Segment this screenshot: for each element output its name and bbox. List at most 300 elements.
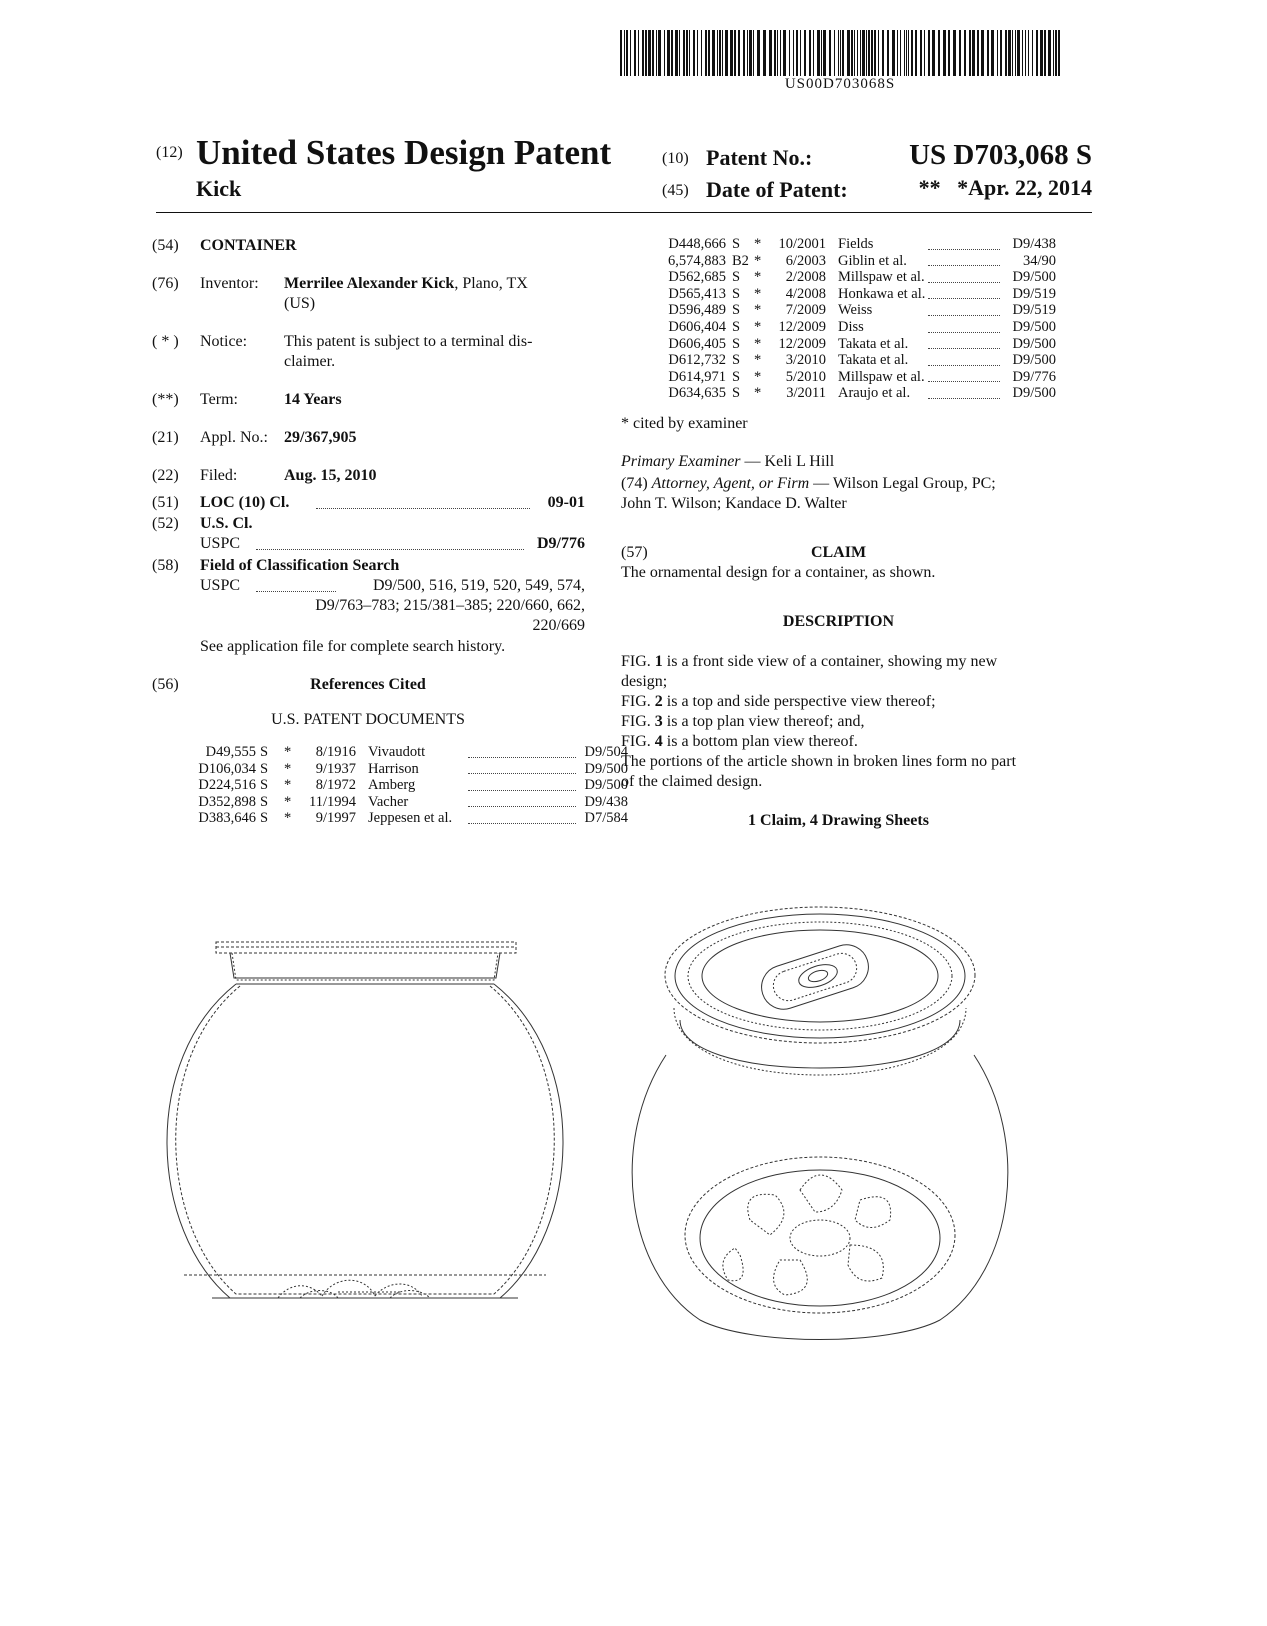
barcode-bar bbox=[887, 30, 889, 76]
filed-label: Filed: bbox=[200, 467, 238, 484]
notice-label: Notice: bbox=[200, 333, 248, 350]
reference-cls: D9/500 bbox=[1012, 319, 1056, 335]
reference-row bbox=[192, 777, 628, 794]
leader-dots bbox=[928, 398, 1000, 399]
barcode-bar bbox=[874, 30, 876, 76]
leader-dots bbox=[468, 757, 576, 758]
barcode-bar bbox=[981, 30, 984, 76]
barcode-bar bbox=[780, 30, 781, 76]
barcode-bar bbox=[1058, 30, 1060, 76]
date-of-patent: ** *Apr. 22, 2014 bbox=[918, 175, 1092, 200]
leader-dots bbox=[468, 773, 576, 774]
field-76-code: (76) bbox=[152, 275, 179, 292]
barcode-bar bbox=[658, 30, 661, 76]
reference-date: 8/1916 bbox=[315, 744, 356, 760]
search-line-2: D9/763–783; 215/381–385; 220/660, 662, bbox=[315, 597, 585, 614]
reference-num: D448,666 bbox=[668, 236, 726, 252]
reference-row bbox=[620, 302, 1056, 319]
examiner-separator: — bbox=[740, 453, 765, 470]
reference-num: D614,971 bbox=[668, 368, 726, 385]
barcode-bar bbox=[842, 30, 844, 76]
notice-code: ( * ) bbox=[152, 333, 179, 350]
header-rule bbox=[156, 212, 1092, 213]
barcode-bar bbox=[804, 30, 806, 76]
reference-row bbox=[620, 369, 1056, 386]
barcode-bar bbox=[972, 30, 975, 76]
description-line bbox=[621, 772, 762, 792]
reference-cls: D9/500 bbox=[1012, 269, 1056, 286]
reference-name: Honkawa et al. bbox=[838, 285, 926, 302]
barcode-bar bbox=[796, 30, 798, 76]
description-text: design; bbox=[621, 673, 668, 690]
barcode-bar bbox=[1032, 30, 1033, 76]
reference-date: 4/2008 bbox=[785, 285, 826, 302]
barcode-bar bbox=[928, 30, 930, 76]
description-text: is a front side view of a container, showing my new bbox=[662, 653, 998, 670]
reference-row bbox=[620, 286, 1056, 303]
reference-row bbox=[620, 236, 1056, 253]
reference-num: D49,555 bbox=[205, 744, 256, 760]
barcode-bar bbox=[712, 30, 715, 76]
inventor-surname: Kick bbox=[196, 176, 242, 201]
attorney-separator: — bbox=[809, 475, 833, 492]
examiner-name: Keli L Hill bbox=[764, 453, 835, 470]
barcode-bar bbox=[730, 30, 733, 76]
barcode-bar bbox=[920, 30, 922, 76]
field-of-search-label: Field of Classification Search bbox=[200, 557, 400, 574]
leader-dots bbox=[928, 332, 1000, 333]
reference-kind: S bbox=[260, 760, 269, 777]
barcode-bar bbox=[774, 30, 776, 76]
claim-text: The ornamental design for a container, as shown. bbox=[621, 564, 936, 581]
reference-name: Vivaudott bbox=[368, 744, 426, 760]
reference-cls: D9/776 bbox=[1012, 368, 1056, 385]
barcode-bar bbox=[969, 30, 971, 76]
field-52-code: (52) bbox=[152, 515, 179, 532]
notice-line-1: This patent is subject to a terminal dis- bbox=[284, 333, 533, 350]
search-history-note: See application file for complete search history. bbox=[200, 638, 506, 655]
barcode-bar bbox=[860, 30, 861, 76]
search-uspc-label: USPC bbox=[200, 577, 241, 594]
figure-2-perspective-view bbox=[620, 900, 1020, 1350]
reference-star: * bbox=[754, 252, 762, 269]
barcode-bar bbox=[1048, 30, 1051, 76]
figure-number: 4 bbox=[654, 733, 663, 750]
reference-row bbox=[620, 352, 1056, 369]
reference-star: * bbox=[284, 760, 292, 777]
barcode-bar bbox=[866, 30, 867, 76]
reference-star: * bbox=[754, 302, 762, 319]
barcode-bar bbox=[977, 30, 979, 76]
barcode-bar bbox=[620, 30, 622, 76]
barcode-bar bbox=[734, 30, 736, 76]
inventor-country: (US) bbox=[284, 295, 316, 312]
barcode-bar bbox=[642, 30, 644, 76]
references-cited-heading: References Cited bbox=[310, 676, 426, 693]
barcode-bar bbox=[953, 30, 956, 76]
reference-date: 12/2009 bbox=[778, 319, 826, 335]
reference-cls: D9/438 bbox=[1012, 236, 1056, 252]
barcode-bar bbox=[757, 30, 760, 76]
barcode-bar bbox=[1005, 30, 1007, 76]
leader-dots bbox=[256, 591, 336, 592]
barcode-bar bbox=[847, 30, 850, 76]
title-container: CONTAINER bbox=[200, 237, 297, 254]
figure-1-front-view bbox=[160, 930, 570, 1320]
reference-date: 11/1994 bbox=[309, 793, 356, 810]
appl-no-label: Appl. No.: bbox=[200, 429, 268, 446]
barcode-bar bbox=[800, 30, 801, 76]
barcode-bar bbox=[1025, 30, 1026, 76]
description-line bbox=[621, 752, 1016, 772]
barcode-bar bbox=[719, 30, 721, 76]
barcode-bar bbox=[789, 30, 790, 76]
reference-star: * bbox=[284, 777, 292, 794]
barcode-bar bbox=[817, 30, 820, 76]
reference-date: 10/2001 bbox=[778, 236, 826, 252]
field-51-code: (51) bbox=[152, 494, 179, 511]
barcode-bar bbox=[749, 30, 752, 76]
reference-num: D606,404 bbox=[668, 319, 726, 335]
reference-star: * bbox=[754, 335, 762, 352]
barcode-bar bbox=[1022, 30, 1023, 76]
reference-num: D612,732 bbox=[668, 352, 726, 369]
reference-kind: S bbox=[732, 285, 741, 302]
reference-date: 6/2003 bbox=[785, 252, 826, 269]
description-text: FIG. bbox=[621, 693, 655, 710]
reference-name: Millspaw et al. bbox=[838, 269, 925, 286]
description-text: is a top and side perspective view thereof; bbox=[662, 693, 936, 710]
reference-num: D106,034 bbox=[198, 760, 256, 777]
figure-number: 1 bbox=[654, 653, 663, 670]
reference-num: D606,405 bbox=[668, 335, 726, 352]
reference-kind: S bbox=[732, 385, 741, 402]
barcode-bar bbox=[664, 30, 665, 76]
reference-kind: S bbox=[260, 744, 269, 760]
barcode-bar bbox=[924, 30, 925, 76]
reference-num: D565,413 bbox=[668, 285, 726, 302]
barcode-bar bbox=[904, 30, 905, 76]
barcode-bar bbox=[821, 30, 822, 76]
reference-star: * bbox=[754, 368, 762, 385]
reference-kind: S bbox=[732, 319, 741, 335]
leader-dots bbox=[316, 508, 530, 509]
leader-dots bbox=[468, 806, 576, 807]
reference-kind: S bbox=[260, 810, 269, 827]
barcode-bar bbox=[1000, 30, 1002, 76]
leader-dots bbox=[928, 381, 1000, 382]
reference-num: D596,489 bbox=[668, 302, 726, 319]
barcode-bar bbox=[868, 30, 870, 76]
reference-date: 12/2009 bbox=[778, 335, 826, 352]
barcode-bar bbox=[693, 30, 695, 76]
barcode-bar bbox=[897, 30, 898, 76]
reference-row bbox=[192, 810, 628, 827]
leader-dots bbox=[928, 315, 1000, 316]
description-heading: DESCRIPTION bbox=[782, 613, 895, 630]
reference-date: 9/1997 bbox=[315, 810, 356, 827]
primary-examiner bbox=[621, 452, 834, 472]
reference-cls: D9/500 bbox=[1012, 335, 1056, 352]
barcode-bar bbox=[634, 30, 636, 76]
reference-date: 7/2009 bbox=[785, 302, 826, 319]
barcode-bar bbox=[1028, 30, 1029, 76]
reference-row bbox=[620, 319, 1056, 336]
reference-date: 2/2008 bbox=[785, 269, 826, 286]
examiner-label: Primary Examiner bbox=[621, 453, 741, 470]
attorney-label: Attorney, Agent, or Firm bbox=[651, 475, 810, 492]
reference-name: Harrison bbox=[368, 760, 419, 777]
description-text: The portions of the article shown in broken lines form no part bbox=[621, 753, 1017, 770]
barcode-bar bbox=[809, 30, 811, 76]
reference-name: Millspaw et al. bbox=[838, 368, 925, 385]
reference-name: Vacher bbox=[368, 793, 409, 810]
barcode-bar bbox=[823, 30, 826, 76]
barcode-bar bbox=[1008, 30, 1011, 76]
reference-num: D634,635 bbox=[668, 385, 726, 402]
reference-cls: D9/519 bbox=[1012, 302, 1056, 319]
field-57-code: (57) bbox=[621, 544, 648, 561]
reference-name: Diss bbox=[838, 319, 864, 335]
reference-cls: D9/500 bbox=[1012, 385, 1056, 402]
barcode-bar bbox=[656, 30, 657, 76]
barcode bbox=[620, 30, 1060, 76]
reference-cls: D9/500 bbox=[584, 760, 628, 777]
barcode-bar bbox=[987, 30, 989, 76]
reference-name: Giblin et al. bbox=[838, 252, 907, 269]
barcode-bar bbox=[689, 30, 690, 76]
reference-kind: S bbox=[732, 269, 741, 286]
description-text: FIG. bbox=[621, 653, 655, 670]
term-code: (**) bbox=[152, 391, 179, 408]
reference-row bbox=[620, 269, 1056, 286]
reference-row bbox=[192, 794, 628, 811]
patent-number: US D703,068 S bbox=[909, 139, 1092, 171]
barcode-bar bbox=[1015, 30, 1016, 76]
reference-kind: S bbox=[260, 777, 269, 794]
barcode-bar bbox=[1040, 30, 1043, 76]
barcode-bar bbox=[964, 30, 966, 76]
barcode-bar bbox=[829, 30, 831, 76]
barcode-bar bbox=[679, 30, 680, 76]
description-text: of the claimed design. bbox=[621, 773, 763, 790]
leader-dots bbox=[928, 348, 1000, 349]
patent-number-label: Patent No.: bbox=[706, 145, 813, 170]
leader-dots bbox=[928, 265, 1000, 266]
reference-kind: S bbox=[732, 335, 741, 352]
barcode-bar bbox=[652, 30, 654, 76]
barcode-bar bbox=[708, 30, 710, 76]
reference-cls: D9/500 bbox=[584, 777, 628, 794]
barcode-bar bbox=[1012, 30, 1013, 76]
barcode-bar bbox=[871, 30, 873, 76]
barcode-bar bbox=[763, 30, 766, 76]
term-value: 14 Years bbox=[284, 391, 342, 408]
reference-kind: S bbox=[732, 352, 741, 369]
claims-sheets: 1 Claim, 4 Drawing Sheets bbox=[748, 812, 929, 829]
reference-date: 3/2011 bbox=[786, 385, 826, 402]
barcode-bar bbox=[906, 30, 907, 76]
barcode-bar bbox=[862, 30, 865, 76]
description-line bbox=[621, 732, 858, 752]
code-12: (12) bbox=[156, 144, 183, 161]
leader-dots bbox=[928, 282, 1000, 283]
reference-num: D383,646 bbox=[198, 810, 256, 827]
attorney-line-2: John T. Wilson; Kandace D. Walter bbox=[621, 495, 847, 512]
reference-cls: D9/519 bbox=[1012, 285, 1056, 302]
barcode-bar bbox=[851, 30, 853, 76]
barcode-bar bbox=[892, 30, 895, 76]
uspc-label: USPC bbox=[200, 535, 241, 552]
barcode-bar bbox=[769, 30, 772, 76]
barcode-bar bbox=[705, 30, 707, 76]
reference-num: D352,898 bbox=[198, 793, 256, 810]
reference-cls: D9/504 bbox=[584, 744, 628, 760]
barcode-bar bbox=[882, 30, 884, 76]
inventor-label: Inventor: bbox=[200, 275, 259, 292]
search-line-3: 220/669 bbox=[532, 617, 585, 634]
barcode-bar bbox=[743, 30, 745, 76]
barcode-bar bbox=[908, 30, 909, 76]
barcode-bar bbox=[938, 30, 940, 76]
inventor-name: Merrilee Alexander Kick bbox=[284, 275, 455, 292]
barcode-number: US00D703068S bbox=[784, 76, 896, 92]
barcode-bar bbox=[638, 30, 639, 76]
description-line bbox=[621, 652, 997, 672]
loc-class-label: LOC (10) Cl. bbox=[200, 494, 290, 511]
barcode-bar bbox=[1036, 30, 1038, 76]
reference-row bbox=[192, 744, 628, 761]
barcode-bar bbox=[838, 30, 839, 76]
barcode-bar bbox=[840, 30, 841, 76]
reference-name: Amberg bbox=[368, 777, 416, 794]
reference-star: * bbox=[284, 744, 292, 760]
reference-row bbox=[620, 385, 1056, 402]
barcode-bar bbox=[783, 30, 786, 76]
reference-kind: S bbox=[732, 368, 741, 385]
code-45: (45) bbox=[662, 182, 689, 199]
barcode-bar bbox=[959, 30, 961, 76]
us-patent-documents-heading: U.S. PATENT DOCUMENTS bbox=[271, 711, 465, 728]
leader-dots bbox=[928, 298, 1000, 299]
description-text: FIG. bbox=[621, 713, 655, 730]
attorney-firm: Wilson Legal Group, PC; bbox=[832, 475, 996, 492]
barcode-bar bbox=[697, 30, 698, 76]
figure-number: 2 bbox=[654, 693, 663, 710]
leader-dots bbox=[468, 790, 576, 791]
inventor-city: , Plano, TX bbox=[454, 275, 528, 292]
leader-dots bbox=[928, 365, 1000, 366]
field-56-code: (56) bbox=[152, 676, 179, 693]
barcode-bar bbox=[932, 30, 935, 76]
search-line-1: D9/500, 516, 519, 520, 549, 574, bbox=[373, 577, 585, 594]
barcode-bar bbox=[915, 30, 917, 76]
inventor-value bbox=[284, 274, 528, 294]
reference-star: * bbox=[754, 285, 762, 302]
filed-value: Aug. 15, 2010 bbox=[284, 467, 377, 484]
description-text: is a bottom plan view thereof. bbox=[662, 733, 858, 750]
barcode-bar bbox=[793, 30, 794, 76]
leader-dots bbox=[468, 823, 576, 824]
reference-row bbox=[192, 761, 628, 778]
barcode-bar bbox=[717, 30, 718, 76]
date-of-patent-label: Date of Patent: bbox=[706, 177, 848, 202]
barcode-bar bbox=[701, 30, 702, 76]
barcode-bar bbox=[747, 30, 748, 76]
field-54-code: (54) bbox=[152, 237, 179, 254]
barcode-bar bbox=[738, 30, 740, 76]
term-label: Term: bbox=[200, 391, 238, 408]
description-text: FIG. bbox=[621, 733, 655, 750]
reference-name: Jeppesen et al. bbox=[368, 810, 453, 827]
description-line bbox=[621, 692, 936, 712]
reference-num: D224,516 bbox=[198, 777, 256, 794]
uspc-value: D9/776 bbox=[537, 535, 585, 552]
figure-number: 3 bbox=[654, 713, 663, 730]
cited-by-examiner-note: * cited by examiner bbox=[621, 415, 748, 432]
reference-star: * bbox=[754, 269, 762, 286]
reference-cls: D7/584 bbox=[584, 810, 628, 827]
field-58-code: (58) bbox=[152, 557, 179, 574]
attorney-line-1 bbox=[621, 474, 996, 494]
reference-name: Weiss bbox=[838, 302, 873, 319]
barcode-bar bbox=[854, 30, 855, 76]
reference-name: Takata et al. bbox=[838, 352, 909, 369]
description-text: is a top plan view thereof; and, bbox=[662, 713, 865, 730]
barcode-bar bbox=[624, 30, 625, 76]
barcode-bar bbox=[645, 30, 647, 76]
us-class-label: U.S. Cl. bbox=[200, 515, 253, 532]
barcode-bar bbox=[683, 30, 685, 76]
barcode-bar bbox=[943, 30, 946, 76]
barcode-bar bbox=[997, 30, 998, 76]
reference-star: * bbox=[284, 793, 292, 810]
reference-date: 8/1972 bbox=[315, 777, 356, 794]
barcode-bar bbox=[857, 30, 858, 76]
barcode-bar bbox=[991, 30, 994, 76]
description-line bbox=[621, 672, 667, 692]
barcode-bar bbox=[722, 30, 723, 76]
barcode-bar bbox=[671, 30, 673, 76]
field-21-code: (21) bbox=[152, 429, 179, 446]
claim-heading: CLAIM bbox=[810, 544, 867, 561]
patent-type-title: United States Design Patent bbox=[196, 133, 612, 172]
barcode-bar bbox=[900, 30, 901, 76]
reference-name: Takata et al. bbox=[838, 335, 909, 352]
reference-name: Araujo et al. bbox=[838, 385, 911, 402]
reference-row bbox=[620, 253, 1056, 270]
reference-cls: D9/500 bbox=[1012, 352, 1056, 369]
barcode-bar bbox=[1044, 30, 1046, 76]
reference-star: * bbox=[284, 810, 292, 827]
reference-row bbox=[620, 336, 1056, 353]
field-22-code: (22) bbox=[152, 467, 179, 484]
reference-num: 6,574,883 bbox=[668, 252, 726, 269]
barcode-bar bbox=[948, 30, 950, 76]
barcode-bar bbox=[630, 30, 631, 76]
field-74-code: (74) bbox=[621, 475, 648, 492]
barcode-bar bbox=[626, 30, 628, 76]
reference-cls: 34/90 bbox=[1022, 252, 1056, 269]
appl-no-value: 29/367,905 bbox=[284, 429, 357, 446]
reference-kind: S bbox=[732, 236, 741, 252]
notice-line-2: claimer. bbox=[284, 353, 336, 370]
reference-cls: D9/438 bbox=[584, 793, 628, 810]
reference-kind: B2 bbox=[732, 252, 749, 269]
leader-dots bbox=[928, 249, 1000, 250]
reference-kind: S bbox=[732, 302, 741, 319]
reference-star: * bbox=[754, 352, 762, 369]
